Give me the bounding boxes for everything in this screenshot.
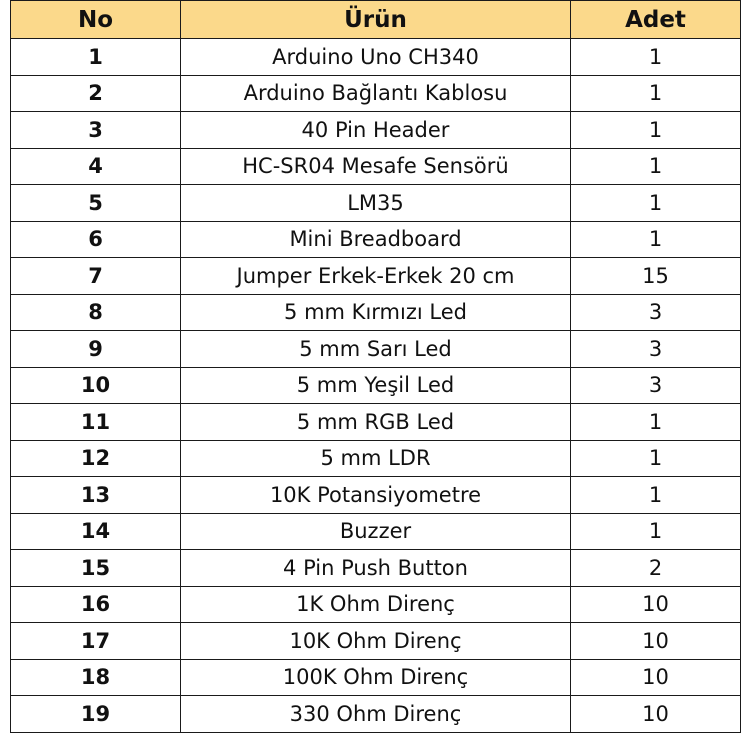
row-number-cell: 13 [11,477,181,514]
quantity-cell: 3 [571,331,741,368]
table-row [11,258,741,295]
row-number-cell: 14 [11,513,181,550]
product-name-cell: 5 mm LDR [181,440,571,477]
row-number-cell: 19 [11,696,181,733]
table-row [11,112,741,149]
column-header-quantity: Adet [571,1,741,39]
table-row [11,75,741,112]
quantity-cell: 1 [571,513,741,550]
product-name-cell: LM35 [181,185,571,222]
row-number-cell: 18 [11,659,181,696]
table-row [11,623,741,660]
column-header-no: No [11,1,181,39]
table-body [11,39,741,733]
row-number-cell: 8 [11,294,181,331]
product-name-cell: 10K Ohm Direnç [181,623,571,660]
product-name-cell: 100K Ohm Direnç [181,659,571,696]
quantity-cell: 1 [571,221,741,258]
quantity-cell: 1 [571,75,741,112]
product-name-cell: 5 mm Kırmızı Led [181,294,571,331]
table-row [11,513,741,550]
quantity-cell: 1 [571,440,741,477]
column-header-product: Ürün [181,1,571,39]
product-name-cell: Buzzer [181,513,571,550]
row-number-cell: 6 [11,221,181,258]
quantity-cell: 15 [571,258,741,295]
product-name-cell: Mini Breadboard [181,221,571,258]
table-row [11,404,741,441]
table-row [11,659,741,696]
quantity-cell: 10 [571,696,741,733]
row-number-cell: 1 [11,39,181,76]
row-number-cell: 11 [11,404,181,441]
row-number-cell: 16 [11,586,181,623]
table-row [11,148,741,185]
table-header [11,1,741,39]
quantity-cell: 2 [571,550,741,587]
product-name-cell: 10K Potansiyometre [181,477,571,514]
row-number-cell: 12 [11,440,181,477]
quantity-cell: 10 [571,659,741,696]
table-row [11,294,741,331]
product-name-cell: HC-SR04 Mesafe Sensörü [181,148,571,185]
header-row [11,1,741,39]
quantity-cell: 1 [571,404,741,441]
product-name-cell: Jumper Erkek-Erkek 20 cm [181,258,571,295]
table-row [11,331,741,368]
row-number-cell: 5 [11,185,181,222]
quantity-cell: 3 [571,294,741,331]
parts-table [10,0,741,733]
quantity-cell: 1 [571,185,741,222]
quantity-cell: 3 [571,367,741,404]
quantity-cell: 10 [571,586,741,623]
product-name-cell: 5 mm RGB Led [181,404,571,441]
table-row [11,185,741,222]
product-name-cell: 330 Ohm Direnç [181,696,571,733]
product-name-cell: Arduino Bağlantı Kablosu [181,75,571,112]
table-row [11,440,741,477]
row-number-cell: 15 [11,550,181,587]
product-name-cell: 40 Pin Header [181,112,571,149]
product-name-cell: 1K Ohm Direnç [181,586,571,623]
product-name-cell: 4 Pin Push Button [181,550,571,587]
row-number-cell: 7 [11,258,181,295]
quantity-cell: 10 [571,623,741,660]
table-row [11,586,741,623]
row-number-cell: 17 [11,623,181,660]
table-row [11,39,741,76]
product-name-cell: 5 mm Yeşil Led [181,367,571,404]
quantity-cell: 1 [571,477,741,514]
row-number-cell: 4 [11,148,181,185]
table-row [11,367,741,404]
quantity-cell: 1 [571,39,741,76]
product-name-cell: Arduino Uno CH340 [181,39,571,76]
table-row [11,477,741,514]
table-row [11,221,741,258]
row-number-cell: 9 [11,331,181,368]
row-number-cell: 2 [11,75,181,112]
table-row [11,696,741,733]
table-row [11,550,741,587]
row-number-cell: 3 [11,112,181,149]
quantity-cell: 1 [571,148,741,185]
product-name-cell: 5 mm Sarı Led [181,331,571,368]
quantity-cell: 1 [571,112,741,149]
row-number-cell: 10 [11,367,181,404]
